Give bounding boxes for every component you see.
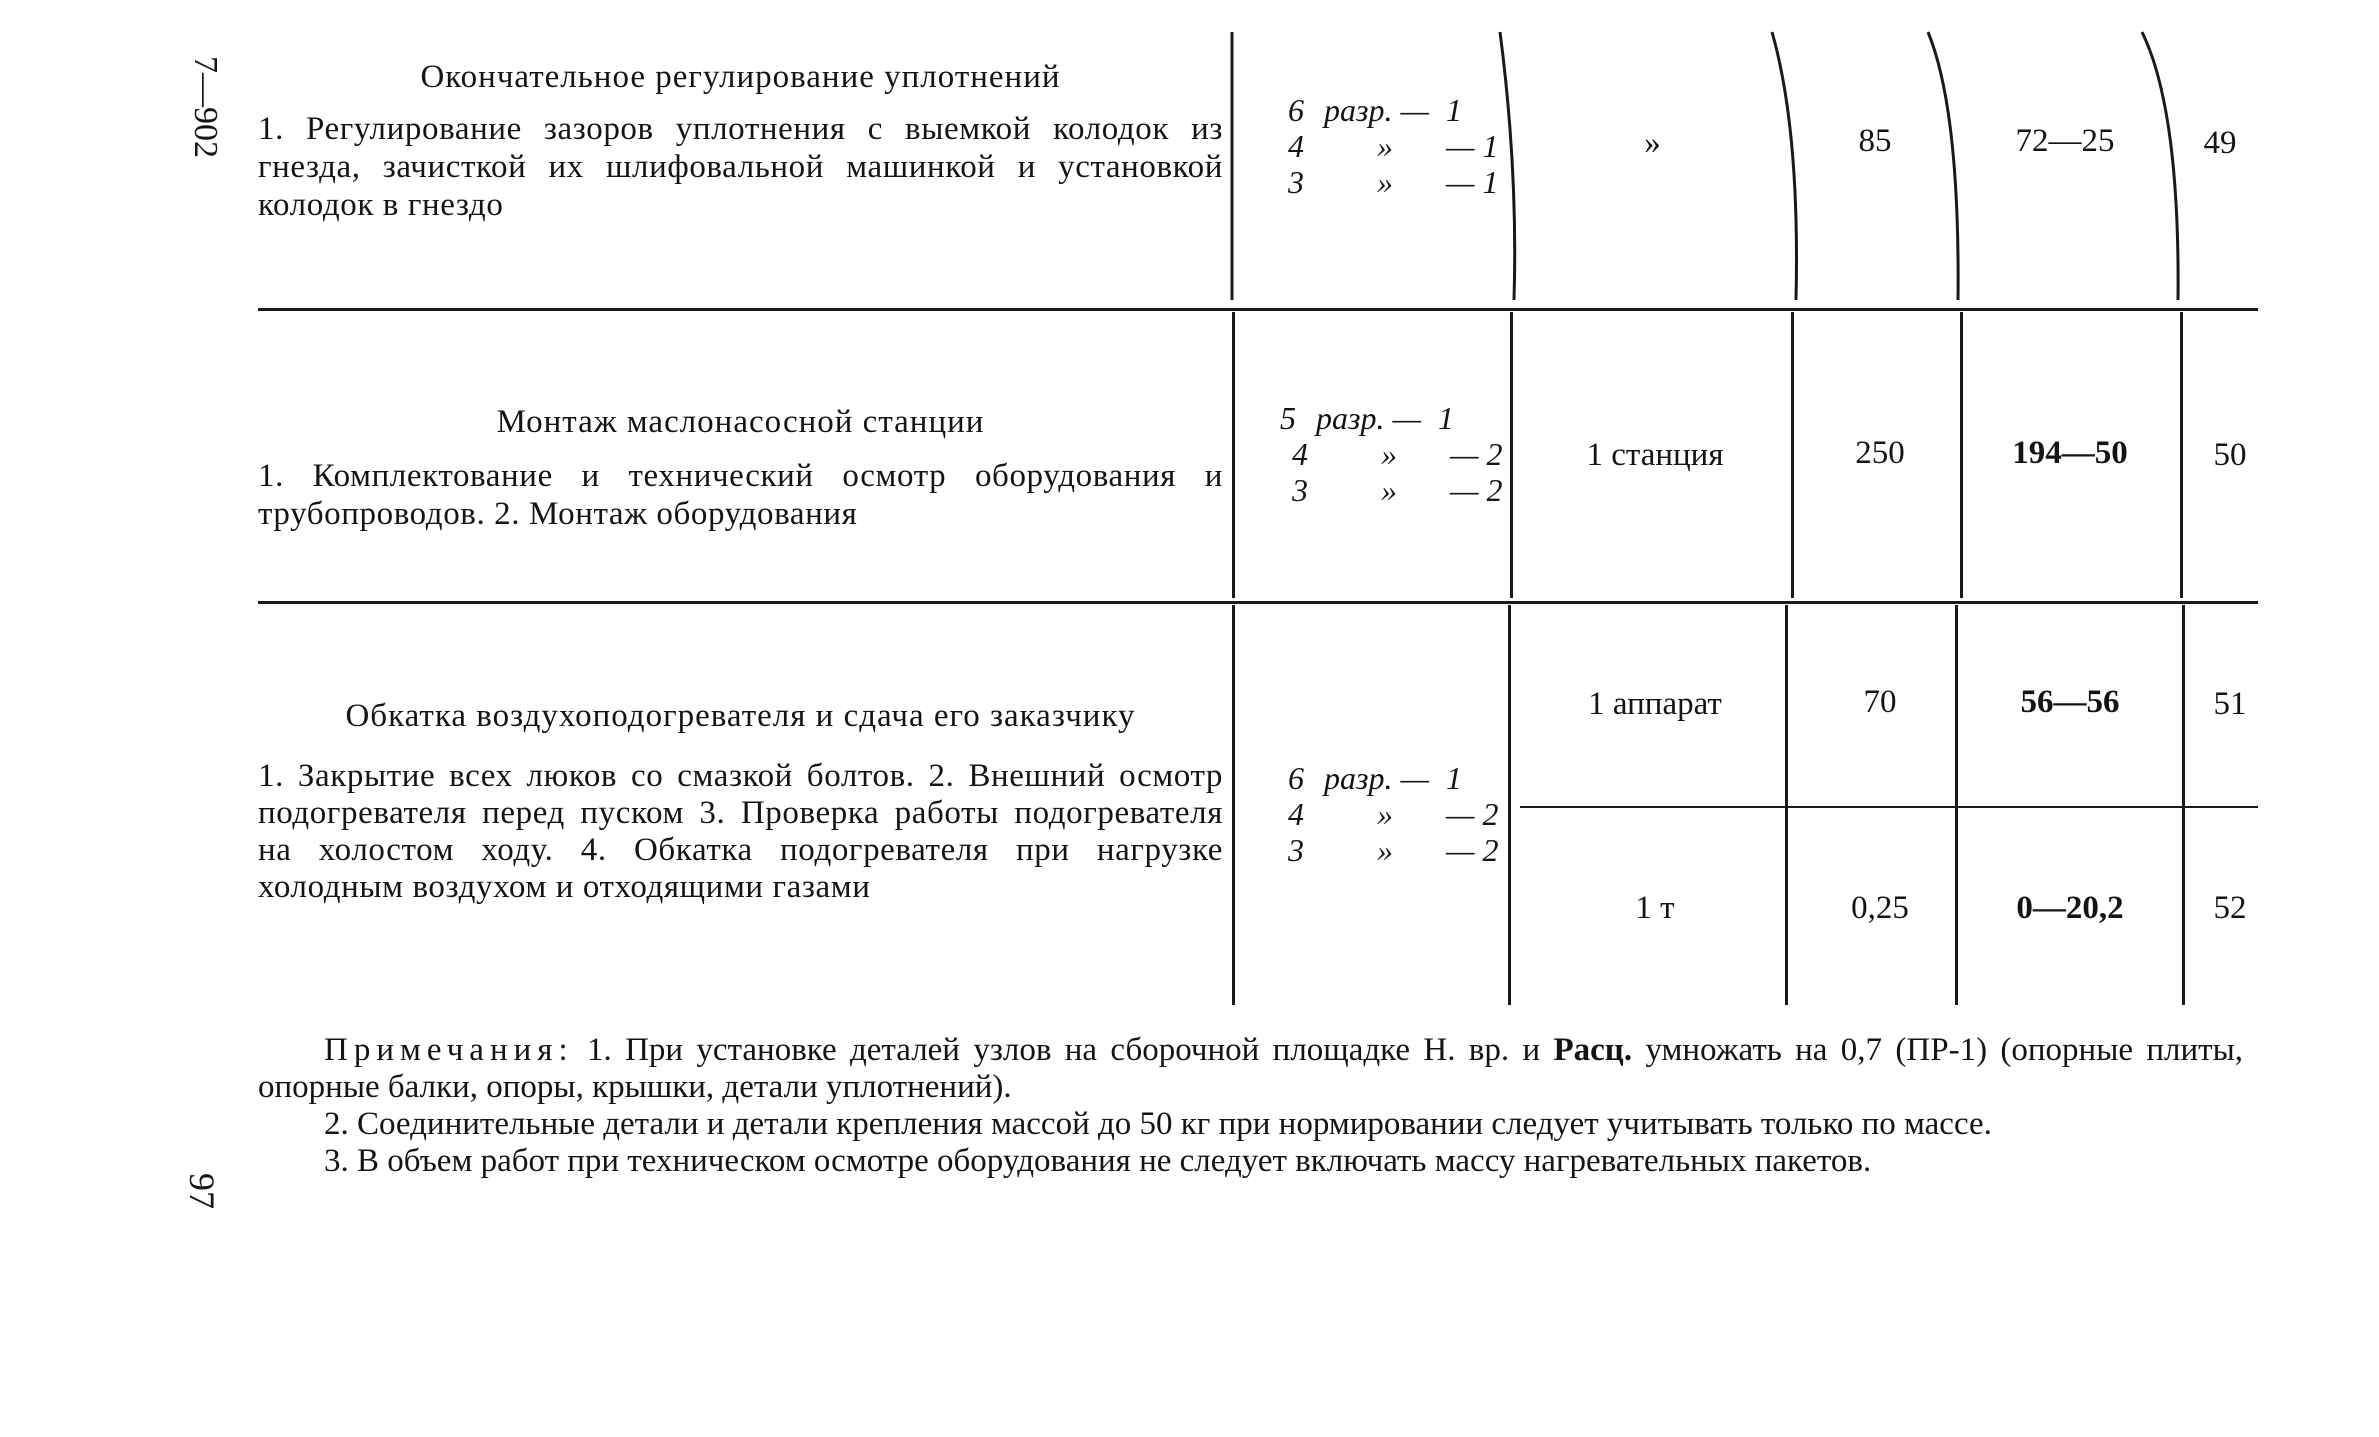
note-2: 2. Соединительные детали и детали крепления массой до 50 кг при нормировании следует учитывать только по массе.: [324, 1106, 1992, 1142]
row-1-price: 72—25: [2015, 123, 2115, 159]
row-2-number: 50: [2213, 437, 2247, 473]
crew-line: 6 разр. — 1: [1288, 760, 1462, 796]
crew-line: 4 » — 2: [1292, 436, 1503, 472]
row-3b-time: 0,25: [1851, 890, 1909, 926]
column-rule: [1785, 605, 1788, 1005]
column-rule: [1928, 32, 1958, 300]
crew-line: 3 » — 1: [1288, 164, 1499, 200]
row-3a-unit: 1 аппарат: [1588, 686, 1722, 722]
row-3-crew: [1288, 760, 1498, 868]
note-1: Примечания: 1. При установке деталей узлов на сборочной площадке Н. вр. и Расц. умножать на 0,7 (ПР-1) (опорные плиты, опорные балки, опоры, крышки, детали уплотнений).: [258, 1032, 2244, 1105]
row-3-title: Обкатка воздухоподогревателя и сдача его заказчику: [345, 698, 1136, 734]
column-rule: [1791, 312, 1794, 598]
row-divider: [258, 601, 2258, 604]
row-1-time: 85: [1858, 123, 1892, 159]
row-divider: [1520, 806, 2258, 808]
notes: [258, 1032, 2243, 1180]
document-code: 7—902: [187, 56, 224, 158]
row-2-price: 194—50: [2012, 435, 2128, 471]
row-3-description: 1. Закрытие всех люков со смазкой болтов. 2. Внешний осмотр подогревателя перед пуском 3. Проверка работы подогревателя на холостом ходу. 4. Обкатка подогревателя при нагрузке холодным воздухом и отходящими газами: [258, 758, 1223, 905]
column-rules-row-1: [0, 0, 2379, 310]
row-2-crew: [1280, 400, 1502, 508]
row-2-time: 250: [1855, 435, 1905, 471]
row-1-number: 49: [2203, 125, 2237, 161]
note-3: 3. В объем работ при техническом осмотре оборудования не следует включать массу нагревательных пакетов.: [324, 1143, 1872, 1179]
column-rule: [1955, 605, 1958, 1005]
row-1-title: Окончательное регулирование уплотнений: [420, 59, 1061, 95]
row-3a-time: 70: [1863, 684, 1897, 720]
column-rule: [2180, 312, 2183, 598]
column-rule: [1500, 32, 1515, 300]
crew-line: 4 » — 2: [1288, 796, 1499, 832]
row-3a-price: 56—56: [2020, 684, 2120, 720]
notes-label: Примечания:: [324, 1032, 574, 1068]
column-rule: [2142, 32, 2178, 300]
column-rule: [1960, 312, 1963, 598]
row-2-unit: 1 станция: [1586, 437, 1724, 473]
row-3b-unit: 1 т: [1635, 890, 1675, 926]
row-3b-number: 52: [2213, 890, 2247, 926]
row-2-title: Монтаж маслонасосной станции: [496, 404, 985, 440]
crew-line: 3 » — 2: [1288, 832, 1499, 868]
crew-line: 6 разр. — 1: [1288, 92, 1462, 128]
page-number: 97: [182, 1173, 222, 1209]
row-3a-number: 51: [2213, 686, 2247, 722]
row-1-description: 1. Регулирование зазоров уплотнения с выемкой колодок из гнезда, зачисткой их шлифовальной машинкой и установкой колодок в гнездо: [258, 111, 1223, 223]
crew-line: 3 » — 2: [1292, 472, 1503, 508]
column-rule: [1232, 605, 1235, 1005]
column-rule: [1510, 312, 1513, 598]
row-2-description: 1. Комплектование и технический осмотр оборудования и трубопроводов. 2. Монтаж оборудования: [258, 458, 1223, 532]
column-rule: [2182, 605, 2185, 1005]
crew-line: 4 » — 1: [1288, 128, 1499, 164]
crew-line: 5 разр. — 1: [1280, 400, 1454, 436]
row-3b-price: 0—20,2: [2016, 890, 2124, 926]
column-rule: [1232, 312, 1235, 598]
row-1-unit: »: [1644, 125, 1661, 161]
column-rule: [1772, 32, 1797, 300]
column-rule: [1508, 605, 1511, 1005]
